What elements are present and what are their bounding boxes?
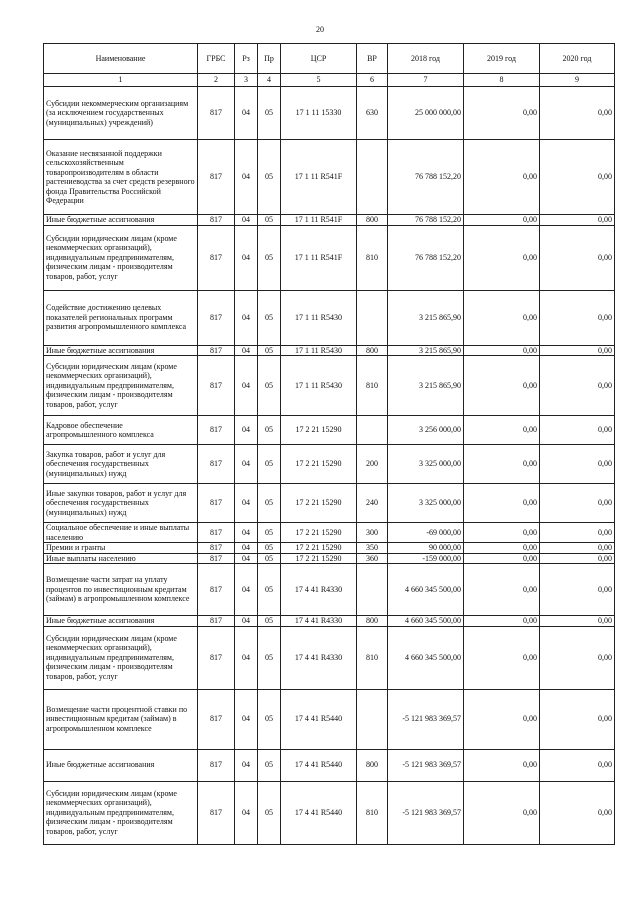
cell-2020: 0,00 <box>540 290 615 345</box>
col-number: 3 <box>235 74 258 87</box>
cell-grbs: 817 <box>198 87 235 140</box>
cell-pr: 05 <box>258 781 281 844</box>
cell-pr: 05 <box>258 290 281 345</box>
cell-name: Иные бюджетные ассигнования <box>44 616 198 627</box>
cell-name: Социальное обеспечение и иные выплаты населению <box>44 523 198 543</box>
cell-csr: 17 1 11 R541F <box>281 140 357 215</box>
cell-2018: -159 000,00 <box>388 553 464 564</box>
col-header-grbs: ГРБС <box>198 44 235 74</box>
cell-grbs: 817 <box>198 543 235 554</box>
cell-pr: 05 <box>258 345 281 356</box>
cell-csr: 17 2 21 15290 <box>281 553 357 564</box>
cell-2018: 76 788 152,20 <box>388 225 464 290</box>
cell-vr: 800 <box>357 345 388 356</box>
cell-vr: 800 <box>357 215 388 226</box>
cell-2018: 25 000 000,00 <box>388 87 464 140</box>
cell-2020: 0,00 <box>540 140 615 215</box>
cell-name: Иные закупки товаров, работ и услуг для обеспечения государственных (муниципальных) нужд <box>44 484 198 523</box>
cell-vr: 630 <box>357 87 388 140</box>
cell-name: Возмещение части процентной ставки по инвестиционным кредитам (займам) в агропромышленном комплексе <box>44 689 198 749</box>
cell-vr <box>357 689 388 749</box>
table-row <box>44 564 615 616</box>
cell-csr: 17 1 11 15330 <box>281 87 357 140</box>
table-row <box>44 553 615 564</box>
cell-2019: 0,00 <box>464 626 540 689</box>
cell-rz: 04 <box>235 749 258 781</box>
cell-csr: 17 4 41 R5440 <box>281 781 357 844</box>
table-row <box>44 445 615 484</box>
cell-vr: 810 <box>357 225 388 290</box>
table-row <box>44 543 615 554</box>
cell-vr: 200 <box>357 445 388 484</box>
cell-2019: 0,00 <box>464 345 540 356</box>
cell-vr: 800 <box>357 616 388 627</box>
cell-grbs: 817 <box>198 689 235 749</box>
cell-name: Субсидии юридическим лицам (кроме некоммерческих организаций), индивидуальным предпринимателям, физическим лицам - производителям товаров, работ, услуг <box>44 356 198 416</box>
cell-2018: 3 215 865,90 <box>388 356 464 416</box>
cell-2020: 0,00 <box>540 689 615 749</box>
cell-2020: 0,00 <box>540 543 615 554</box>
cell-2020: 0,00 <box>540 749 615 781</box>
table-row <box>44 225 615 290</box>
col-number: 8 <box>464 74 540 87</box>
cell-pr: 05 <box>258 87 281 140</box>
cell-2018: 3 325 000,00 <box>388 484 464 523</box>
cell-2019: 0,00 <box>464 225 540 290</box>
cell-2020: 0,00 <box>540 616 615 627</box>
cell-2020: 0,00 <box>540 484 615 523</box>
cell-name: Иные бюджетные ассигнования <box>44 215 198 226</box>
cell-csr: 17 2 21 15290 <box>281 543 357 554</box>
cell-2018: 3 215 865,90 <box>388 345 464 356</box>
table-row <box>44 345 615 356</box>
cell-vr <box>357 290 388 345</box>
cell-2018: 90 000,00 <box>388 543 464 554</box>
col-number: 6 <box>357 74 388 87</box>
cell-rz: 04 <box>235 781 258 844</box>
table-row <box>44 416 615 445</box>
cell-pr: 05 <box>258 416 281 445</box>
cell-pr: 05 <box>258 749 281 781</box>
cell-2020: 0,00 <box>540 781 615 844</box>
cell-grbs: 817 <box>198 553 235 564</box>
cell-grbs: 817 <box>198 225 235 290</box>
col-header-vr: ВР <box>357 44 388 74</box>
cell-grbs: 817 <box>198 749 235 781</box>
cell-2018: 3 325 000,00 <box>388 445 464 484</box>
budget-table <box>43 43 615 845</box>
cell-pr: 05 <box>258 523 281 543</box>
cell-vr: 350 <box>357 543 388 554</box>
cell-csr: 17 2 21 15290 <box>281 484 357 523</box>
cell-rz: 04 <box>235 445 258 484</box>
page-number: 20 <box>316 25 324 34</box>
cell-rz: 04 <box>235 416 258 445</box>
col-header-name: Наименование <box>44 44 198 74</box>
cell-pr: 05 <box>258 626 281 689</box>
cell-2020: 0,00 <box>540 626 615 689</box>
cell-rz: 04 <box>235 140 258 215</box>
cell-rz: 04 <box>235 689 258 749</box>
cell-2018: 76 788 152,20 <box>388 215 464 226</box>
cell-rz: 04 <box>235 626 258 689</box>
table-row <box>44 140 615 215</box>
col-header-2019: 2019 год <box>464 44 540 74</box>
cell-2020: 0,00 <box>540 416 615 445</box>
cell-csr: 17 4 41 R5440 <box>281 749 357 781</box>
table-row <box>44 781 615 844</box>
cell-grbs: 817 <box>198 290 235 345</box>
cell-2019: 0,00 <box>464 781 540 844</box>
cell-grbs: 817 <box>198 345 235 356</box>
table-row <box>44 626 615 689</box>
cell-rz: 04 <box>235 543 258 554</box>
col-number: 7 <box>388 74 464 87</box>
cell-2019: 0,00 <box>464 616 540 627</box>
cell-rz: 04 <box>235 523 258 543</box>
cell-rz: 04 <box>235 87 258 140</box>
col-header-2018: 2018 год <box>388 44 464 74</box>
cell-2019: 0,00 <box>464 87 540 140</box>
cell-name: Возмещение части затрат на уплату процентов по инвестиционным кредитам (займам) в агропромышленном комплексе <box>44 564 198 616</box>
col-number: 9 <box>540 74 615 87</box>
cell-2018: 4 660 345 500,00 <box>388 564 464 616</box>
cell-rz: 04 <box>235 215 258 226</box>
table-row <box>44 484 615 523</box>
table-row <box>44 290 615 345</box>
cell-grbs: 817 <box>198 564 235 616</box>
cell-grbs: 817 <box>198 616 235 627</box>
cell-rz: 04 <box>235 564 258 616</box>
cell-csr: 17 1 11 R5430 <box>281 356 357 416</box>
cell-csr: 17 4 41 R4330 <box>281 626 357 689</box>
cell-2020: 0,00 <box>540 523 615 543</box>
cell-name: Иные бюджетные ассигнования <box>44 749 198 781</box>
cell-vr <box>357 416 388 445</box>
cell-2019: 0,00 <box>464 445 540 484</box>
cell-2018: 3 256 000,00 <box>388 416 464 445</box>
table-row <box>44 356 615 416</box>
table-row <box>44 523 615 543</box>
cell-pr: 05 <box>258 445 281 484</box>
cell-csr: 17 1 11 R541F <box>281 215 357 226</box>
cell-name: Субсидии юридическим лицам (кроме некоммерческих организаций), индивидуальным предпринимателям, физическим лицам - производителям товаров, работ, услуг <box>44 626 198 689</box>
cell-grbs: 817 <box>198 445 235 484</box>
cell-rz: 04 <box>235 484 258 523</box>
cell-csr: 17 4 41 R4330 <box>281 616 357 627</box>
cell-rz: 04 <box>235 553 258 564</box>
cell-pr: 05 <box>258 616 281 627</box>
table-row <box>44 87 615 140</box>
cell-pr: 05 <box>258 553 281 564</box>
cell-grbs: 817 <box>198 781 235 844</box>
cell-2019: 0,00 <box>464 749 540 781</box>
col-header-2020: 2020 год <box>540 44 615 74</box>
cell-rz: 04 <box>235 345 258 356</box>
cell-vr: 360 <box>357 553 388 564</box>
cell-grbs: 817 <box>198 140 235 215</box>
cell-2018: 76 788 152,20 <box>388 140 464 215</box>
cell-csr: 17 2 21 15290 <box>281 523 357 543</box>
cell-vr <box>357 140 388 215</box>
cell-name: Премии и гранты <box>44 543 198 554</box>
cell-csr: 17 1 11 R5430 <box>281 345 357 356</box>
cell-pr: 05 <box>258 484 281 523</box>
col-number: 5 <box>281 74 357 87</box>
cell-2020: 0,00 <box>540 445 615 484</box>
cell-name: Закупка товаров, работ и услуг для обеспечения государственных (муниципальных) нужд <box>44 445 198 484</box>
col-number: 1 <box>44 74 198 87</box>
col-header-csr: ЦСР <box>281 44 357 74</box>
cell-2018: 4 660 345 500,00 <box>388 616 464 627</box>
cell-name: Содействие достижению целевых показателей региональных программ развития агропромышленного комплекса <box>44 290 198 345</box>
cell-pr: 05 <box>258 689 281 749</box>
cell-2020: 0,00 <box>540 564 615 616</box>
cell-2019: 0,00 <box>464 689 540 749</box>
cell-2019: 0,00 <box>464 416 540 445</box>
cell-2018: -69 000,00 <box>388 523 464 543</box>
cell-grbs: 817 <box>198 215 235 226</box>
cell-2020: 0,00 <box>540 87 615 140</box>
cell-pr: 05 <box>258 215 281 226</box>
cell-2019: 0,00 <box>464 543 540 554</box>
cell-pr: 05 <box>258 356 281 416</box>
cell-name: Субсидии некоммерческим организациям (за исключением государственных (муниципальных) учреждений) <box>44 87 198 140</box>
table-row <box>44 215 615 226</box>
cell-rz: 04 <box>235 356 258 416</box>
cell-csr: 17 2 21 15290 <box>281 416 357 445</box>
cell-pr: 05 <box>258 564 281 616</box>
cell-rz: 04 <box>235 290 258 345</box>
cell-2020: 0,00 <box>540 345 615 356</box>
cell-grbs: 817 <box>198 484 235 523</box>
col-number: 4 <box>258 74 281 87</box>
col-number: 2 <box>198 74 235 87</box>
cell-2018: 3 215 865,90 <box>388 290 464 345</box>
table-row <box>44 689 615 749</box>
table-row <box>44 749 615 781</box>
cell-name: Иные выплаты населению <box>44 553 198 564</box>
table-row <box>44 616 615 627</box>
cell-vr: 300 <box>357 523 388 543</box>
cell-rz: 04 <box>235 225 258 290</box>
cell-grbs: 817 <box>198 523 235 543</box>
cell-csr: 17 4 41 R4330 <box>281 564 357 616</box>
cell-vr: 240 <box>357 484 388 523</box>
cell-csr: 17 4 41 R5440 <box>281 689 357 749</box>
cell-csr: 17 2 21 15290 <box>281 445 357 484</box>
cell-pr: 05 <box>258 543 281 554</box>
cell-vr: 810 <box>357 781 388 844</box>
cell-name: Субсидии юридическим лицам (кроме некоммерческих организаций), индивидуальным предпринимателям, физическим лицам - производителям товаров, работ, услуг <box>44 781 198 844</box>
cell-2019: 0,00 <box>464 484 540 523</box>
cell-2019: 0,00 <box>464 356 540 416</box>
cell-csr: 17 1 11 R5430 <box>281 290 357 345</box>
cell-2019: 0,00 <box>464 523 540 543</box>
cell-2018: -5 121 983 369,57 <box>388 781 464 844</box>
cell-grbs: 817 <box>198 416 235 445</box>
cell-2019: 0,00 <box>464 290 540 345</box>
cell-vr <box>357 564 388 616</box>
cell-vr: 800 <box>357 749 388 781</box>
cell-2020: 0,00 <box>540 225 615 290</box>
cell-2018: 4 660 345 500,00 <box>388 626 464 689</box>
cell-2020: 0,00 <box>540 553 615 564</box>
cell-vr: 810 <box>357 356 388 416</box>
cell-name: Субсидии юридическим лицам (кроме некоммерческих организаций), индивидуальным предпринимателям, физическим лицам - производителям товаров, работ, услуг <box>44 225 198 290</box>
col-header-pr: Пр <box>258 44 281 74</box>
cell-2020: 0,00 <box>540 215 615 226</box>
cell-grbs: 817 <box>198 356 235 416</box>
cell-rz: 04 <box>235 616 258 627</box>
cell-vr: 810 <box>357 626 388 689</box>
cell-2020: 0,00 <box>540 356 615 416</box>
cell-name: Оказание несвязанной поддержки сельскохозяйственным товаропроизводителям в области растениеводства за счет средств резервного фонда Правительства Российской Федерации <box>44 140 198 215</box>
cell-2018: -5 121 983 369,57 <box>388 689 464 749</box>
cell-csr: 17 1 11 R541F <box>281 225 357 290</box>
cell-2019: 0,00 <box>464 564 540 616</box>
cell-2019: 0,00 <box>464 140 540 215</box>
cell-name: Иные бюджетные ассигнования <box>44 345 198 356</box>
cell-2019: 0,00 <box>464 553 540 564</box>
col-header-rz: Рз <box>235 44 258 74</box>
cell-2019: 0,00 <box>464 215 540 226</box>
cell-name: Кадровое обеспечение агропромышленного комплекса <box>44 416 198 445</box>
cell-pr: 05 <box>258 140 281 215</box>
cell-grbs: 817 <box>198 626 235 689</box>
cell-pr: 05 <box>258 225 281 290</box>
cell-2018: -5 121 983 369,57 <box>388 749 464 781</box>
